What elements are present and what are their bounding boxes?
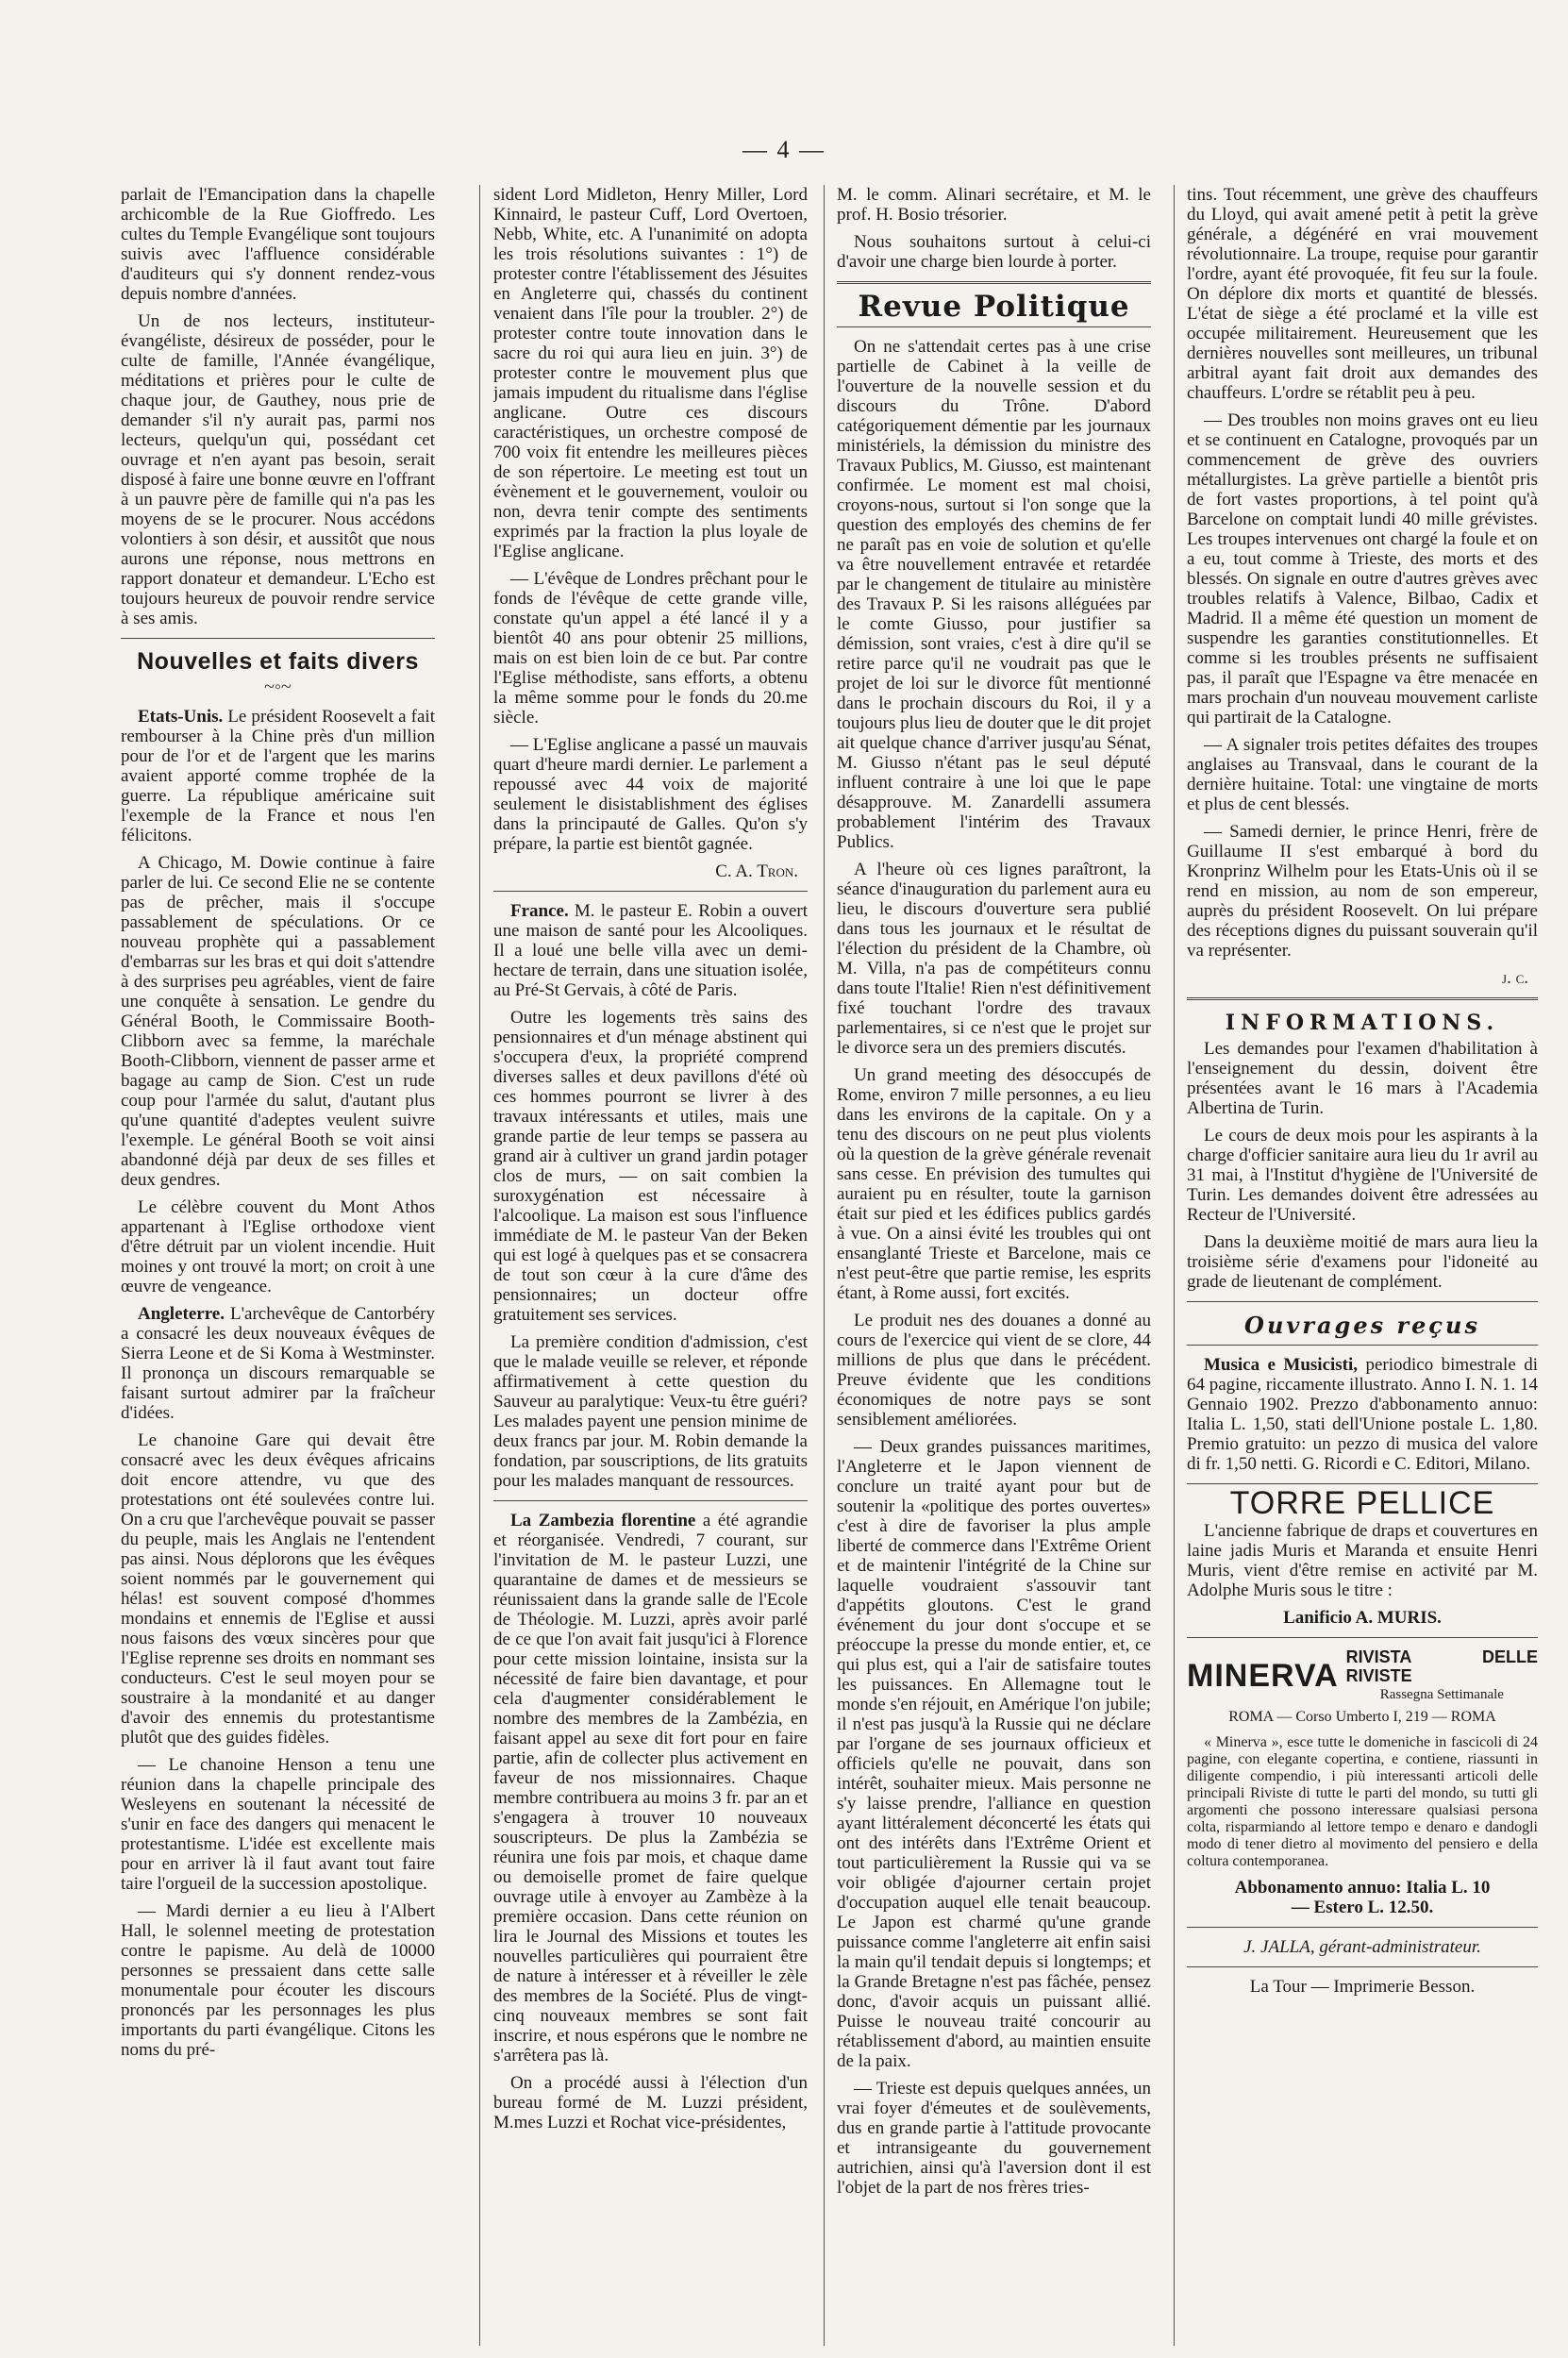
lead-word: France. [510, 901, 569, 921]
paragraph: — Le chanoine Henson a tenu une réunion dans la chapelle principale des Wesleyens en soutenant la nécessité de s'unir en face des dangers qui menacent le protestantisme. L'idée est excellente mais pour en arriver là il faut avant tout faire taire l'orgueil de la succession apostolique. [121, 1755, 435, 1894]
paragraph: — L'Eglise anglicane a passé un mauvais quart d'heure mardi dernier. Le parlement a repoussé avec 44 voix de majorité seulement le disistablishment des églises dans la principauté de Galles. Qu'on s'y prépare, la partie est bientôt gagnée. [493, 735, 808, 854]
divider [1187, 1927, 1538, 1928]
ornament: ~◦~ [264, 677, 292, 697]
paragraph: — Samedi dernier, le prince Henri, frère de Guillaume II s'est embarqué à bord du Kronprinz Wilhelm pour les Etats-Unis où il se rend en mission, au nom de son empereur, auprès du président Roosevelt. On lui prépare des réceptions dignes du puissant souverain qu'il va représenter. [1187, 822, 1538, 961]
paragraph: L'ancienne fabrique de draps et couvertures en laine jadis Muris et Maranda et ensuite Henri Muris, vient d'être remise en activité par M. Adolphe Muris sous le titre : [1187, 1521, 1538, 1600]
page-number: — 4 — [742, 136, 826, 163]
paragraph: — Trieste est depuis quelques années, un vrai foyer d'émeutes et de soulèvements, dus en grande partie à l'attitude provocante et intransigeante du gouvernement autrichien, ainsi qu'à l'aversion dont il est l'objet de la part de nos frères tries- [837, 2079, 1151, 2198]
paragraph: — Des troubles non moins graves ont eu lieu et se continuent en Catalogne, provoqués par un commencement de grève des ouvriers métallurgistes. La grève partielle a bientôt pris de fort vastes proportions, à tel point qu'à Barcelone on comptait lundi 40 mille grévistes. Les troupes intervenues ont chargé la foule et on a eu, tout comme à Trieste, des morts et des blessés. On signale en outre d'autres grèves avec troubles relatifs à Valence, Bilbao, Cadix et Madrid. Il a même été question un moment de suspendre les garanties constitutionnelles. Et comme si les troubles présents ne suffisaient pas, il paraît que l'Espagne va être menacée en mars prochain d'un nouveau mouvement carliste qui partirait de la Catalogne. [1187, 410, 1538, 727]
paragraph: Le cours de deux mois pour les aspirants à la charge d'officier sanitaire aura lieu du 1r avril au 31 mai, à l'Institut d'hygiène de l'Université de Turin. Les demandes doivent être adressées au Recteur de l'Université. [1187, 1126, 1538, 1225]
divider [1187, 997, 1538, 1000]
paragraph: A l'heure où ces lignes paraîtront, la séance d'inauguration du parlement aura eu lieu, le discours d'ouverture sera publié dans tous les journaux et le résultat de l'élection du président de la Chambre, où M. Villa, n'a pas de compétiteurs connu dans toute l'Italie! Rien n'est définitivement fixé touchant l'ordre des travaux parlementaires, si ce n'est que le projet sur le divorce sera un des premiers discutés. [837, 860, 1151, 1058]
paragraph: Le produit nes des douanes a donné au cours de l'exercice qui vient de se clore, 44 millions de plus que dans le précédent. Preuve évidente que les conditions économiques de notre pays se sont sensiblement améliorées. [837, 1311, 1151, 1430]
divider [493, 891, 808, 892]
paragraph-text: Le président Roosevelt a fait rembourser à la Chine près d'un million pour de l'or et de l'argent que les marins avaient apporté comme trophée de la guerre. La république américaine suit l'exemple de la France et nous l'en félicitons. [121, 707, 435, 845]
column-3 [837, 185, 1151, 2346]
ad-title-torre-pellice: TORRE PELLICE [1229, 1485, 1495, 1521]
minerva-address: ROMA — Corso Umberto I, 219 — ROMA [1228, 1709, 1496, 1725]
divider [1187, 1345, 1538, 1346]
divider [837, 326, 1151, 327]
paragraph: La première condition d'admission, c'est que le malade veuille se relever, et réponde affirmativement à cette question du Sauveur au paralytique: Veux-tu être guéri? Les malades payent une pension minime de deux francs par jour. M. Robin demande la fondation, par souscriptions, de lits gratuits pour les malades manquant de ressources. [493, 1332, 808, 1491]
section-heading-revue-politique: Revue Politique [858, 290, 1130, 324]
paragraph: parlait de l'Emancipation dans la chapelle archicomble de la Rue Gioffredo. Les cultes du Temple Evangélique sont toujours suivis avec l'affluence considérable d'auditeurs qui s'y donnent rendez-vous depuis nombre d'années. [121, 185, 435, 304]
paragraph-text: periodico bimestrale di 64 pagine, riccamente illustrato. Anno I. N. 1. 14 Gennaio 1902. Prezzo d'abbonamento annuo: Italia L. 1,50, stati dell'Unione postale L. 1,80. Premio gratuito: un pezzo di musica del valore di fr. 1,50 netti. G. Ricordi e C. Editori, Milano. [1187, 1355, 1538, 1474]
paragraph [121, 1304, 435, 1423]
column-rule [479, 185, 480, 2346]
divider [1187, 1966, 1538, 1967]
paragraph: Outre les logements très sains des pensionnaires et d'un ménage abstinent qui s'occupera d'eux, la propriété comprend diverses salles et deux pavillons d'été où ces hommes pourront se livrer à des travaux intéressants et utiles, mais une grande partie de leur temps se passera au grand air à cultiver un grand jardin potager clos de murs, — on sait combien la suroxygénation est nécessaire à l'alcoolique. La maison est sous l'influence immédiate de M. le pasteur Van der Beken qui est logé à quelques pas et se consacrera de tout son cœur à la cure d'âme des pensionnaires; un docteur offre gratuitement ses services. [493, 1008, 808, 1325]
paragraph: Un de nos lecteurs, instituteur-évangéliste, désireux de posséder, pour le culte de famille, l'Année évangélique, méditations et prières pour le culte de chaque jour, de Gauthey, nous prie de demander s'il n'y aurait pas, parmi nos lecteurs, quelqu'un qui, possédant cet ouvrage et n'en ayant pas besoin, serait disposé à faire une bonne œuvre en l'offrant à un pauvre père de famille qui n'a pas les moyens de se le procurer. Nous accédons volontiers à son désir, et aussitôt que nous aurons une réponse, nous mettrons en rapport donateur et demandeur. L'Echo est toujours heureux de pouvoir rendre service à ses amis. [121, 311, 435, 628]
lead-word: Angleterre. [138, 1304, 225, 1324]
paragraph: — L'évêque de Londres prêchant pour le fonds de l'évêque de cette grande ville, constate qu'un appel a été lancé il y a bientôt 40 ans pour obtenir 25 millions, mais on est bien loin de ce but. Par contre l'Eglise méthodiste, sans efforts, a obtenu la même somme pour le fonds du 20.me siècle. [493, 569, 808, 727]
paragraph: « Minerva », esce tutte le domeniche in fascicoli di 24 pagine, con elegante copertina, e contiene, riassunti in diligente compendio, i più interessanti articoli delle principali Riviste di tutte le parti del mondo, su tutti gli argomenti che possono interessare qualsiasi persona colta, risparmiando al lettore tempo e denaro e dandogli modo di tener dietro al movimento del pensiero e della coltura contemporanea. [1187, 1734, 1538, 1869]
minerva-subtitle-2: Rassegna Settimanale [1379, 1687, 1504, 1702]
paragraph-text: M. le pasteur E. Robin a ouvert une maison de santé pour les Alcooliques. Il a loué une belle villa avec un demi-hectare de terrain, dans une situation isolée, au Pré-St Gervais, à côté de Paris. [493, 901, 808, 1000]
column-rule [824, 185, 825, 2346]
column-rule [1174, 185, 1175, 2346]
column-4 [1187, 185, 1538, 2346]
paragraph [493, 1511, 808, 2065]
divider [493, 1500, 808, 1501]
paragraph [493, 901, 808, 1000]
paragraph: — A signaler trois petites défaites des troupes anglaises au Transvaal, dans le courant de la dernière huitaine. Total: une vingtaine de morts et plus de cent blessés. [1187, 735, 1538, 814]
paragraph: — Mardi dernier a eu lieu à l'Albert Hall, le solennel meeting de protestation contre le papisme. Au delà de 10000 personnes se pressaient dans cette salle monumentale pour écouter les discours prononcés par les personnages les plus importants du parti évangélique. Citons les noms du pré- [121, 1901, 435, 2060]
section-heading-ouvrages: Ouvrages reçus [1244, 1312, 1480, 1339]
paragraph-text: a été agrandie et réorganisée. Vendredi, 7 courant, sur l'invitation de M. le pasteur Luzzi, une quarantaine de dames et de messieurs se réunissaient dans la grande salle de l'Ecole de Théologie. M. Luzzi, après avoir parlé de ce que l'on avait fait jusqu'ici à Florence pour cette mission lointaine, insista sur la nécessité de faire bien davantage, et pour cela d'augmenter considérablement le nombre des membres de la Zambézia, en faisant appel au sexe dit fort pour en faire partie, afin de collecter plus activement en faveur de nos missionnaires. Chaque membre contribuera au moins 3 fr. par an et s'engagera à trouver 10 nouveaux souscripteurs. De plus la Zambézia se réunira une fois par mois, et chaque dame ou demoiselle promet de faire quelque ouvrage utile à envoyer au Zambèze à la première occasion. Dans cette réunion on lira le Journal des Missions et toutes les nouvelles particulières qui pourraient être de nature à intéresser et à réveiller le zèle des membres de la Société. Plus de vingt-cinq nouveaux membres se sont fait inscrire, et nous espérons que le nombre ne s'arrêtera pas là. [493, 1511, 808, 2065]
ad-lanificio: Lanificio A. MURIS. [1283, 1608, 1442, 1628]
paragraph-text: L'archevêque de Cantorbéry a consacré les deux nouveaux évêques de Sierra Leone et de Si Koma à Westminster. Il prononça un discours remarquable se faisant surtout admirer par la fraîcheur d'idées. [121, 1304, 435, 1423]
paragraph: Le chanoine Gare qui devait être consacré avec les deux évêques africains doit encore attendre, vu que des protestations ont été soulevées contre lui. On a cru que l'archevêque pouvait se passer du peuple, mais les Anglais ne l'entendent pas ainsi. Nous déplorons que les évêques soient nommés par le gouvernement qui hélas! est souvent composé d'hommes mondains et ennemis de l'Eglise et aussi nous faisons des vœux sincères pour que l'Eglise reprenne ses droits en nommant ses conducteurs. C'est le seul moyen pour se soustraire à la mondanité et au danger d'avoir des ennemis du protestantisme plutôt que des guides fidèles. [121, 1430, 435, 1748]
paragraph: — Deux grandes puissances maritimes, l'Angleterre et le Japon viennent de conclure un traité ayant pour but de soutenir la «politique des portes ouvertes» c'est à dire de favoriser la plus ample liberté de commerce dans l'Extrême Orient et de maintenir l'intégrité de la Chine sur laquelle voudraient s'assouvir tant d'appétits gloutons. C'est le grand événement du jour dont s'occupe et se préoccupe la presse du monde entier, et, ce qui plus est, qui a l'air de satisfaire toutes les puissances. En Allemagne tout le monde s'en réjouit, en Amérique l'on jubile; il n'est pas jusqu'à la Russie qui ne déclare par l'organe de ses journaux officieux et officiels qu'elle ne pouvait, dans son intérêt, souhaiter mieux. Mais personne ne s'y laisse prendre, l'alliance en question ayant littéralement déconcerté les états qui ont des intérêts dans l'Extrême Orient et tout particulièrement la Russie qui va se voir obligée d'ajourner certain projet d'occupation auquel elle tenait beaucoup. Le Japon est charmé qu'une grande puissance comme l'angleterre ait enfin saisi la main qu'il tendait depuis si longtemps; et la Grande Bretagne n'est pas fâchée, pensez donc, d'avoir acquis un puissant allié. Puisse le nouveau traité concourir au rétablissement d'abord, au maintien ensuite de la paix. [837, 1437, 1151, 2071]
minerva-title: MINERVA [1187, 1658, 1339, 1694]
paragraph [1187, 1355, 1538, 1474]
minerva-subtitles [1346, 1647, 1538, 1705]
divider [1187, 1301, 1538, 1302]
section-heading-informations: INFORMATIONS. [1225, 1011, 1500, 1035]
divider [121, 638, 435, 639]
minerva-subtitle: RIVISTA DELLE RIVISTE [1345, 1647, 1538, 1685]
lead-word: La Zambezia florentine [510, 1511, 696, 1530]
paragraph: A Chicago, M. Dowie continue à faire parler de lui. Ce second Elie ne se contente pas de prêcher, mais il s'occupe passablement de spéculations. Or ce nouveau prophète qui a passablement d'embarras sur les bras et qui doit s'attendre à des surprises peu agréables, vient de faire une conquête à sensation. Le gendre du Général Booth, le Commissaire Booth-Clibborn avec sa femme, la maréchale Booth-Clibborn, viennent de passer arme et bagage au camp de Sion. C'est un rude coup pour l'armée du salut, d'autant plus qu'une quantité d'adeptes veulent suivre l'exemple. Le général Booth se voit ainsi abandonné déjà par deux de ses filles et deux gendres. [121, 853, 435, 1190]
minerva-subscription: Abbonamento annuo: Italia L. 10 [1234, 1878, 1491, 1898]
ad-minerva-header [1187, 1647, 1538, 1705]
divider [1187, 1483, 1538, 1484]
divider [1187, 1637, 1538, 1638]
paragraph: M. le comm. Alinari secrétaire, et M. le prof. H. Bosio trésorier. [837, 185, 1151, 225]
divider [837, 281, 1151, 284]
column-1 [121, 185, 435, 2346]
paragraph [121, 707, 435, 845]
paragraph: Les demandes pour l'examen d'habilitation à l'enseignement du dessin, doivent être présentées avant le 16 mars à l'Academia Albertina de Turin. [1187, 1039, 1538, 1118]
paragraph: Nous souhaitons surtout à celui-ci d'avoir une charge bien lourde à porter. [837, 232, 1151, 272]
column-2 [493, 185, 808, 2346]
paragraph: Le célèbre couvent du Mont Athos appartenant à l'Eglise orthodoxe vient d'être détruit par un violent incendie. Huit moines y ont trouvé la mort; on croit à une œuvre de vengeance. [121, 1197, 435, 1296]
paragraph: On ne s'attendait certes pas à une crise partielle de Cabinet à la veille de l'ouverture de la nouvelle session et du discours du Trône. D'abord catégoriquement démentie par les journaux ministériels, la démission du ministre des Travaux Publics, M. Giusso, est maintenant confirmée. Le moment est mal choisi, croyons-nous, surtout si l'on songe que la question des employés des chemins de fer ne paraît pas en voie de solution et qu'elle va être nouvellement entravée et retardée par le changement de titulaire au ministère des Travaux P. Si les raisons alléguées par le comte Giusso, pour justifier sa démission, sont vraies, c'est à dire qu'il se retire parce qu'il ne voudrait pas que le projet de loi sur le divorce fût mentionné dans le prochain discours du Roi, il y a toujours plus lieu de douter que le dit projet ait quelque chance d'arriver jusqu'au Sénat, M. Giusso n'étant pas le seul député influent contraire à une loi que le pape désapprouve. M. Zanardelli assumera probablement l'intérim des Travaux Publics. [837, 337, 1151, 852]
gerant-line: J. JALLA, gérant-administrateur. [1243, 1937, 1481, 1957]
section-heading-nouvelles: Nouvelles et faits divers [137, 648, 419, 675]
paragraph: tins. Tout récemment, une grève des chauffeurs du Lloyd, qui avait amené petit à petit la grève générale, a dégénéré en vrai mouvement révolutionnaire. La troupe, requise pour garantir l'ordre, ayant été provoquée, fit feu sur la foule. On déplore dix morts et quantité de blessés. L'état de siège a été proclamé et la ville est occupée militairement. Heureusement que les dernières nouvelles sont meilleures, un tribunal arbitral ayant fait droit aux demandes des chauffeurs. L'ordre se rétablit peu à peu. [1187, 185, 1538, 403]
paragraph: Dans la deuxième moitié de mars aura lieu la troisième série d'examens pour l'idoneité au grade de lieutenant de complément. [1187, 1232, 1538, 1292]
signature: C. A. Tron. [715, 861, 798, 881]
paragraph: Un grand meeting des désoccupés de Rome, environ 7 mille personnes, a eu lieu dans les environs de la capitale. On y a tenu des discours on ne peut plus violents où la question de la grève générale revenait sans cesse. En prévision des tumultes qui auraient pu en résulter, toute la garnison était sur pied et les édifices publics gardés à vue. On a ainsi évité les troubles qui ont ensanglanté Trieste et Barcelone, mais ce n'est peut-être que partie remise, les esprits étant, à Rome aussi, fort excités. [837, 1065, 1151, 1303]
lead-word: Etats-Unis. [138, 707, 224, 727]
paragraph: On a procédé aussi à l'élection d'un bureau formé de M. Luzzi président, M.mes Luzzi et Rochat vice-présidentes, [493, 2073, 808, 2132]
lead-word: Musica e Musicisti, [1204, 1355, 1359, 1375]
signature: j. c. [1502, 968, 1528, 988]
minerva-subscription-foreign: — Estero L. 12.50. [1291, 1898, 1434, 1917]
paragraph: sident Lord Midleton, Henry Miller, Lord Kinnaird, le pasteur Cuff, Lord Overtoen, Nebb, White, etc. A l'unanimité on adopta les trois résolutions suivantes : 1°) de protester contre l'établissement des Jésuites en Angleterre qui, chassés du continent venaient dans l'île pour la troubler. 2°) de protester contre toute innovation dans le sacre du roi qui aura lieu en juin. 3°) de protester contre le mouvement plus que jamais impudent du ritualisme dans l'église anglicane. Outre ces discours caractéristiques, un orchestre composé de 700 voix fit entendre les meilleures pièces de son répertoire. Le meeting est tout un évènement et le gouvernement, vouloir ou non, devra tenir compte des sentiments exprimés par la fraction la plus loyale de l'Eglise anglicane. [493, 185, 808, 561]
imprimerie-line: La Tour — Imprimerie Besson. [1249, 1977, 1476, 1997]
